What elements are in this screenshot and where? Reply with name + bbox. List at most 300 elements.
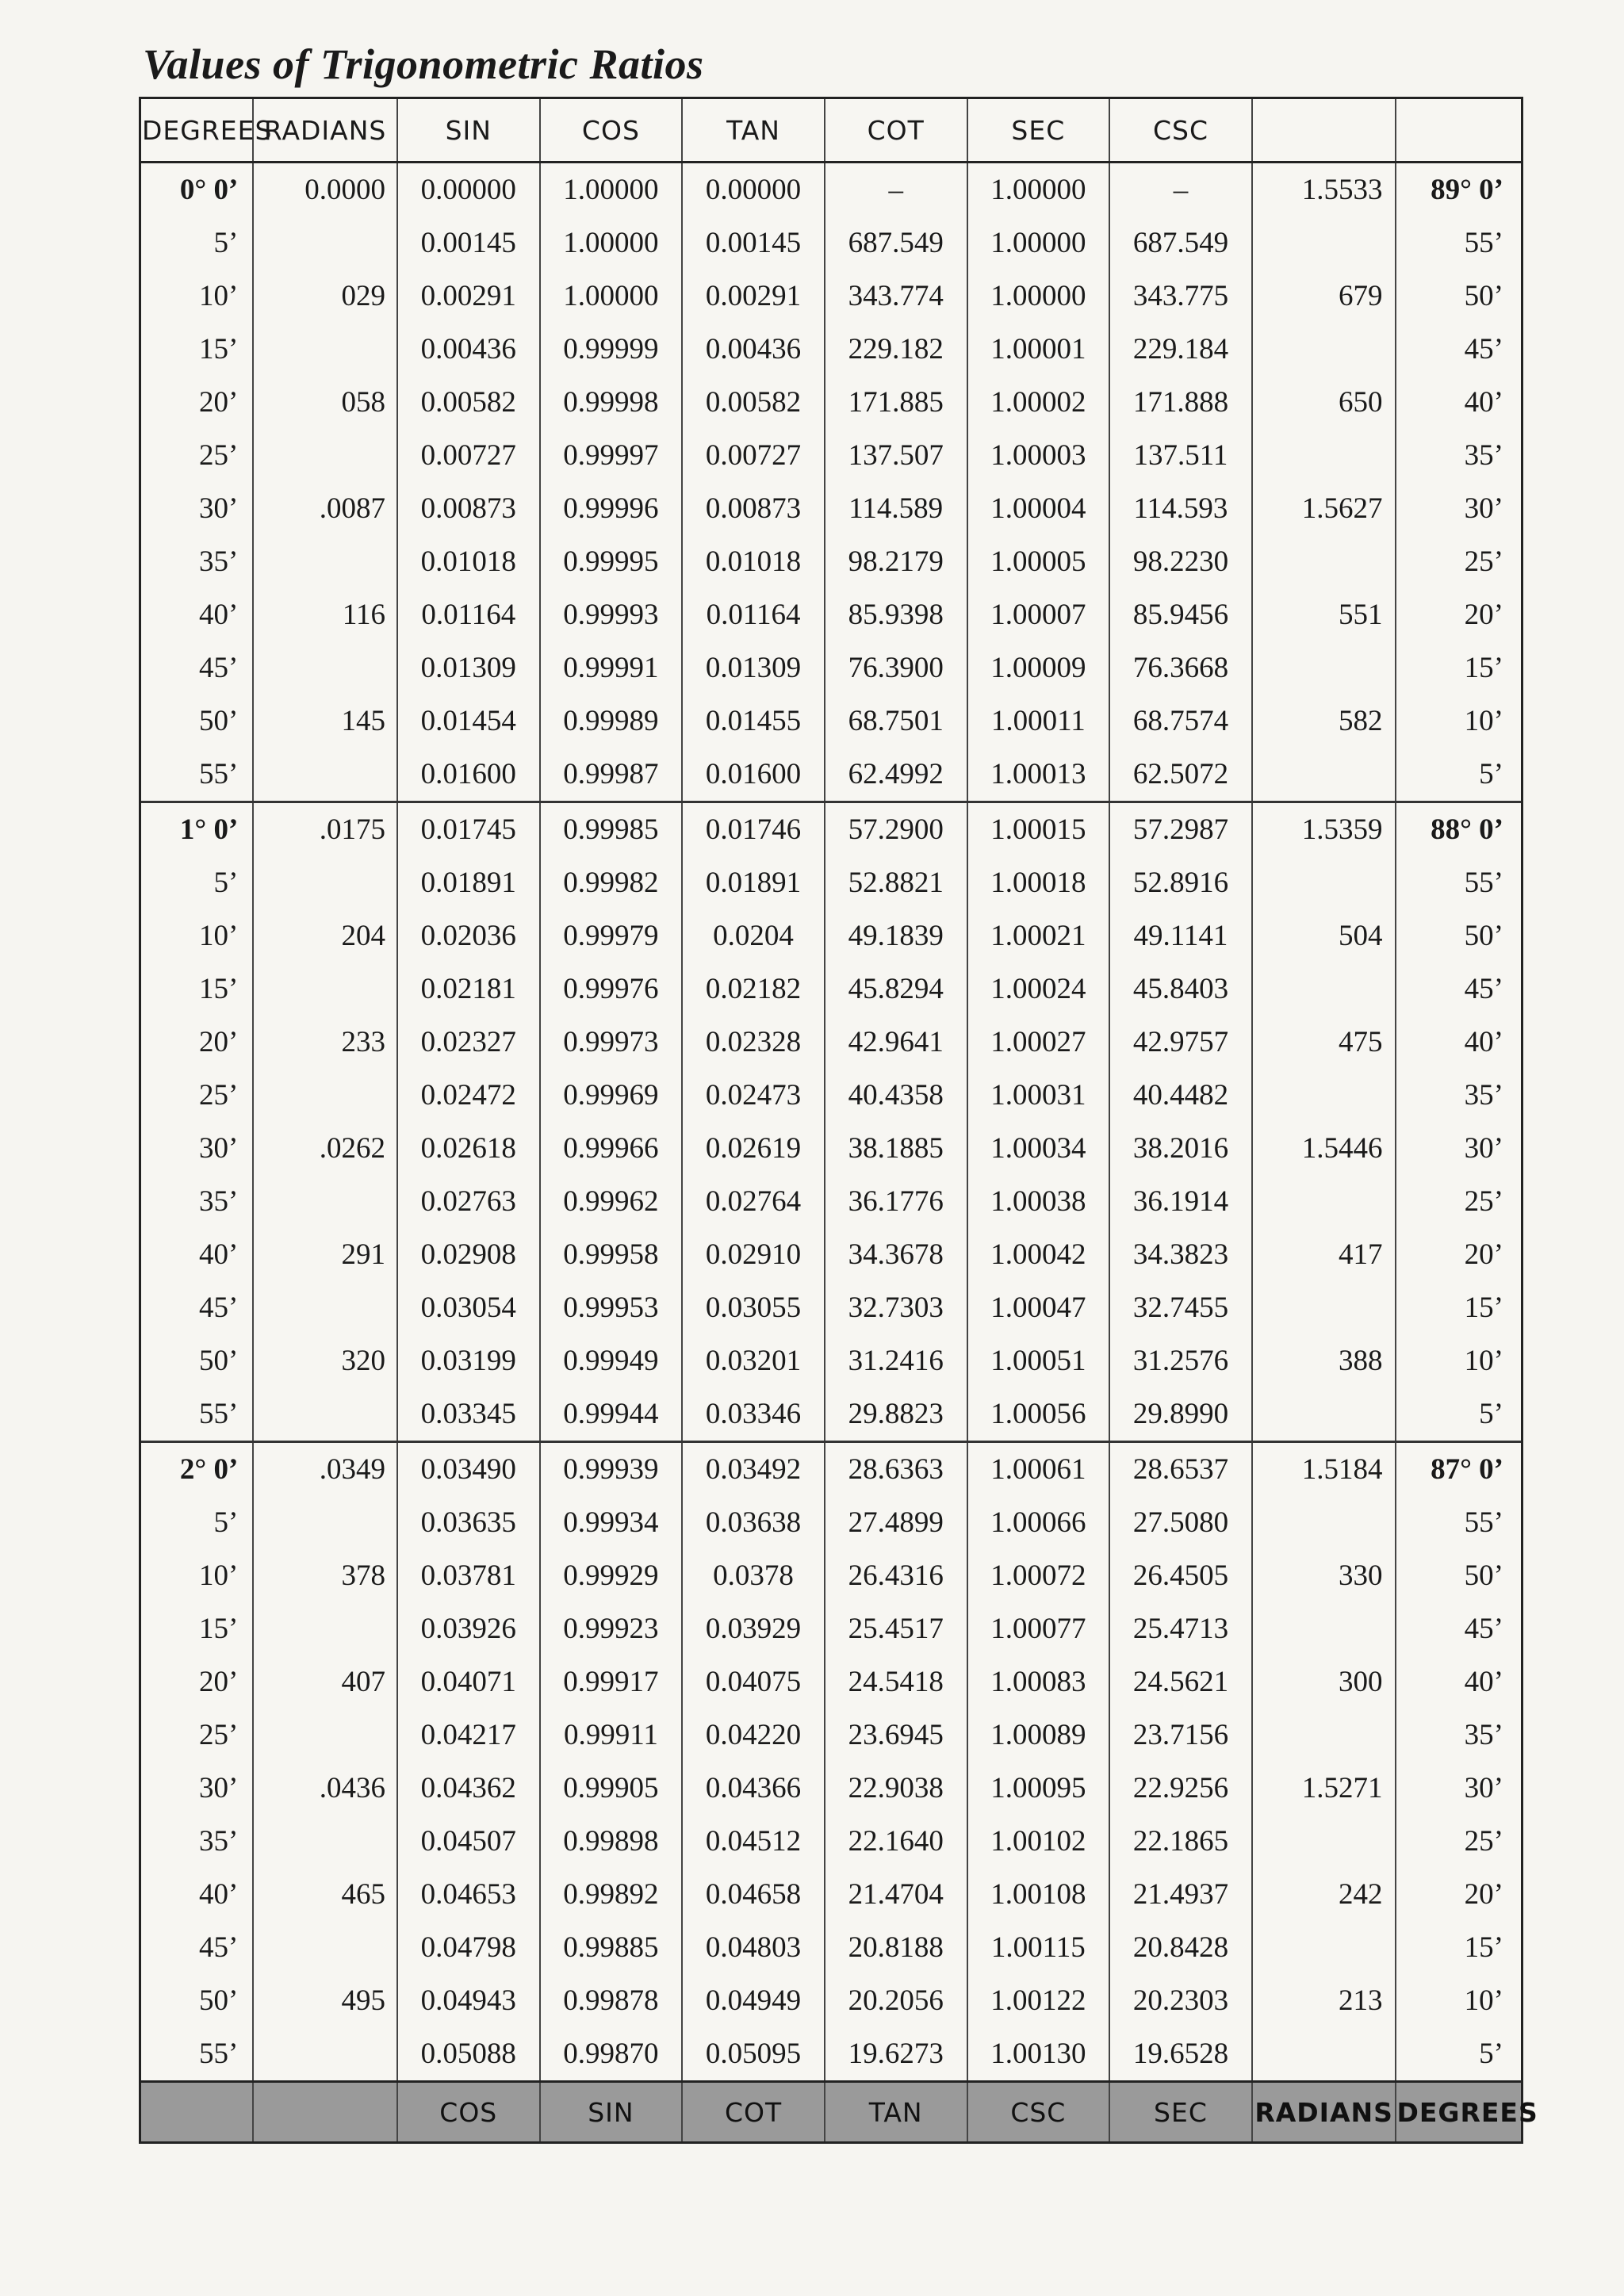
table-row: [141, 1709, 1521, 1762]
cell-rad: [253, 2027, 397, 2082]
cell-sin: 0.03054: [397, 1281, 540, 1334]
cell-sin: 0.02327: [397, 1016, 540, 1069]
cell-sec: 1.00002: [967, 376, 1110, 429]
cell-csc: 25.4713: [1109, 1602, 1252, 1655]
cell-cot: 68.7501: [825, 695, 967, 748]
cell-sec: 1.00003: [967, 429, 1110, 482]
cell-csc: 76.3668: [1109, 641, 1252, 695]
cell-rad: .0349: [253, 1442, 397, 1497]
cell-deg: 25’: [141, 1069, 253, 1122]
cell-rad: [253, 1815, 397, 1868]
cell-rrad: [1252, 1387, 1396, 1442]
cell-deg: 45’: [141, 641, 253, 695]
cell-sin: 0.03345: [397, 1387, 540, 1442]
cell-rrad: [1252, 216, 1396, 270]
cell-tan: 0.0204: [682, 909, 825, 962]
cell-sin: 0.04507: [397, 1815, 540, 1868]
cell-deg: 55’: [141, 1387, 253, 1442]
cell-csc: –: [1109, 163, 1252, 217]
cell-rad: [253, 323, 397, 376]
table-row: [141, 1602, 1521, 1655]
cell-rad: [253, 429, 397, 482]
cell-rrad: 213: [1252, 1974, 1396, 2027]
cell-sec: 1.00009: [967, 641, 1110, 695]
cell-deg: 10’: [141, 1549, 253, 1602]
cell-rad: [253, 1175, 397, 1228]
cell-deg: 10’: [141, 909, 253, 962]
cell-cot: 34.3678: [825, 1228, 967, 1281]
cell-tan: 0.05095: [682, 2027, 825, 2082]
cell-deg: 10’: [141, 270, 253, 323]
cell-cot: 85.9398: [825, 588, 967, 641]
cell-sec: 1.00122: [967, 1974, 1110, 2027]
cell-deg: 55’: [141, 2027, 253, 2082]
cell-tan: 0.01309: [682, 641, 825, 695]
cell-sec: 1.00108: [967, 1868, 1110, 1921]
footer-sin: SIN: [540, 2082, 683, 2142]
cell-cos: 0.99949: [540, 1334, 683, 1387]
cell-rdeg: 88° 0’: [1396, 802, 1521, 857]
table-row: [141, 1974, 1521, 2027]
cell-deg: 35’: [141, 1815, 253, 1868]
cell-cos: 1.00000: [540, 270, 683, 323]
cell-tan: 0.04512: [682, 1815, 825, 1868]
cell-sin: 0.04362: [397, 1762, 540, 1815]
table-row: [141, 1868, 1521, 1921]
cell-rrad: 417: [1252, 1228, 1396, 1281]
cell-cot: 229.182: [825, 323, 967, 376]
cell-sin: 0.04217: [397, 1709, 540, 1762]
cell-csc: 28.6537: [1109, 1442, 1252, 1497]
cell-rdeg: 15’: [1464, 652, 1503, 684]
cell-deg: 40’: [141, 1228, 253, 1281]
cell-rrad: [1252, 962, 1396, 1016]
table-row: [141, 429, 1521, 482]
table-row: [141, 1442, 1521, 1497]
cell-tan: 0.02328: [682, 1016, 825, 1069]
table-row: [141, 216, 1521, 270]
cell-deg: 20’: [141, 1016, 253, 1069]
cell-csc: 21.4937: [1109, 1868, 1252, 1921]
cell-sin: 0.00727: [397, 429, 540, 482]
cell-rad: 058: [253, 376, 397, 429]
cell-sec: 1.00115: [967, 1921, 1110, 1974]
footer-cot: COT: [682, 2082, 825, 2142]
cell-sec: 1.00013: [967, 748, 1110, 802]
cell-deg: 5’: [141, 856, 253, 909]
cell-cos: 0.99917: [540, 1655, 683, 1709]
cell-deg: 30’: [141, 482, 253, 535]
cell-csc: 23.7156: [1109, 1709, 1252, 1762]
cell-rrad: [1252, 2027, 1396, 2082]
cell-rrad: 330: [1252, 1549, 1396, 1602]
cell-deg: 50’: [141, 1974, 253, 2027]
cell-sin: 0.02763: [397, 1175, 540, 1228]
cell-tan: 0.00291: [682, 270, 825, 323]
cell-cot: 36.1776: [825, 1175, 967, 1228]
cell-sec: 1.00024: [967, 962, 1110, 1016]
cell-rad: 320: [253, 1334, 397, 1387]
page-title: Values of Trigonometric Ratios: [143, 40, 704, 88]
table-row: [141, 1016, 1521, 1069]
cell-csc: 26.4505: [1109, 1549, 1252, 1602]
cell-rdeg: 5’: [1479, 2038, 1503, 2070]
cell-rdeg: 87° 0’: [1396, 1442, 1521, 1497]
cell-cos: 0.99923: [540, 1602, 683, 1655]
cell-csc: 24.5621: [1109, 1655, 1252, 1709]
cell-csc: 22.9256: [1109, 1762, 1252, 1815]
header-sin: SIN: [397, 99, 540, 163]
cell-deg: 40’: [141, 588, 253, 641]
cell-rrad: [1252, 1709, 1396, 1762]
cell-cos: 0.99939: [540, 1442, 683, 1497]
cell-cot: 32.7303: [825, 1281, 967, 1334]
footer-cos: COS: [397, 2082, 540, 2142]
cell-cot: 22.9038: [825, 1762, 967, 1815]
cell-deg: 50’: [141, 1334, 253, 1387]
footer-sec: SEC: [1109, 2082, 1252, 2142]
cell-rrad: [1252, 748, 1396, 802]
cell-rrad: 388: [1252, 1334, 1396, 1387]
cell-rdeg: 45’: [1464, 1613, 1503, 1645]
cell-rdeg: 20’: [1464, 1878, 1503, 1911]
cell-deg: 35’: [141, 535, 253, 588]
cell-rdeg: 40’: [1464, 386, 1503, 419]
cell-sin: 0.01018: [397, 535, 540, 588]
cell-rdeg: 50’: [1464, 1559, 1503, 1592]
cell-sin: 0.00145: [397, 216, 540, 270]
cell-deg: 1° 0’: [141, 802, 253, 857]
cell-cot: 98.2179: [825, 535, 967, 588]
cell-tan: 0.03638: [682, 1496, 825, 1549]
cell-tan: 0.01018: [682, 535, 825, 588]
cell-sec: 1.00089: [967, 1709, 1110, 1762]
cell-rrad: 1.5627: [1252, 482, 1396, 535]
cell-rdeg: 15’: [1464, 1931, 1503, 1964]
cell-rdeg: 30’: [1464, 1132, 1503, 1165]
cell-rrad: 300: [1252, 1655, 1396, 1709]
cell-sin: 0.02618: [397, 1122, 540, 1175]
cell-cot: 343.774: [825, 270, 967, 323]
cell-cos: 0.99885: [540, 1921, 683, 1974]
cell-rrad: 1.5271: [1252, 1762, 1396, 1815]
cell-rrad: [1252, 1815, 1396, 1868]
cell-rad: [253, 856, 397, 909]
cell-tan: 0.04949: [682, 1974, 825, 2027]
cell-rrad: [1252, 1921, 1396, 1974]
cell-rdeg: 55’: [1464, 227, 1503, 259]
footer-csc: CSC: [967, 2082, 1110, 2142]
cell-tan: 0.0378: [682, 1549, 825, 1602]
cell-rad: 0.0000: [253, 163, 397, 217]
cell-rad: 465: [253, 1868, 397, 1921]
cell-cos: 0.99905: [540, 1762, 683, 1815]
cell-rad: [253, 1602, 397, 1655]
cell-rad: 116: [253, 588, 397, 641]
cell-sec: 1.00130: [967, 2027, 1110, 2082]
cell-csc: 114.593: [1109, 482, 1252, 535]
cell-deg: 15’: [141, 323, 253, 376]
cell-cos: 0.99870: [540, 2027, 683, 2082]
cell-cot: 29.8823: [825, 1387, 967, 1442]
cell-rrad: [1252, 1496, 1396, 1549]
cell-deg: 25’: [141, 1709, 253, 1762]
cell-sin: 0.04943: [397, 1974, 540, 2027]
cell-tan: 0.01164: [682, 588, 825, 641]
cell-cot: 19.6273: [825, 2027, 967, 2082]
cell-tan: 0.01455: [682, 695, 825, 748]
cell-tan: 0.04803: [682, 1921, 825, 1974]
cell-rad: 378: [253, 1549, 397, 1602]
table-row: [141, 1334, 1521, 1387]
cell-sec: 1.00011: [967, 695, 1110, 748]
cell-csc: 98.2230: [1109, 535, 1252, 588]
cell-sin: 0.01600: [397, 748, 540, 802]
cell-rad: [253, 962, 397, 1016]
cell-csc: 19.6528: [1109, 2027, 1252, 2082]
table-row: [141, 962, 1521, 1016]
cell-deg: 50’: [141, 695, 253, 748]
cell-rad: [253, 1069, 397, 1122]
cell-rdeg: 35’: [1464, 1719, 1503, 1751]
cell-cos: 0.99999: [540, 323, 683, 376]
cell-tan: 0.04658: [682, 1868, 825, 1921]
cell-tan: 0.04220: [682, 1709, 825, 1762]
table-row: [141, 1496, 1521, 1549]
cell-rdeg: 10’: [1464, 1984, 1503, 2017]
cell-rdeg: 55’: [1464, 1506, 1503, 1539]
cell-tan: 0.00727: [682, 429, 825, 482]
cell-rrad: 650: [1252, 376, 1396, 429]
cell-rdeg: 10’: [1464, 1345, 1503, 1377]
cell-cot: 137.507: [825, 429, 967, 482]
cell-deg: 55’: [141, 748, 253, 802]
table-row: [141, 748, 1521, 802]
cell-sec: 1.00056: [967, 1387, 1110, 1442]
cell-sin: 0.00582: [397, 376, 540, 429]
cell-sec: 1.00001: [967, 323, 1110, 376]
cell-cos: 0.99979: [540, 909, 683, 962]
cell-cot: 25.4517: [825, 1602, 967, 1655]
table-row: [141, 1549, 1521, 1602]
cell-cos: 0.99998: [540, 376, 683, 429]
cell-sec: 1.00005: [967, 535, 1110, 588]
cell-rrad: 1.5359: [1252, 802, 1396, 857]
cell-csc: 49.1141: [1109, 909, 1252, 962]
cell-csc: 38.2016: [1109, 1122, 1252, 1175]
cell-rad: 407: [253, 1655, 397, 1709]
cell-cot: 24.5418: [825, 1655, 967, 1709]
table-row: [141, 2027, 1521, 2082]
cell-sec: 1.00051: [967, 1334, 1110, 1387]
cell-cos: 0.99996: [540, 482, 683, 535]
cell-rdeg: 25’: [1464, 1185, 1503, 1218]
cell-cot: 45.8294: [825, 962, 967, 1016]
cell-cos: 0.99892: [540, 1868, 683, 1921]
cell-csc: 85.9456: [1109, 588, 1252, 641]
cell-deg: 15’: [141, 962, 253, 1016]
cell-rrad: 504: [1252, 909, 1396, 962]
cell-cos: 1.00000: [540, 163, 683, 217]
footer-blank-1: [141, 2082, 253, 2142]
trig-table: [141, 99, 1538, 2141]
cell-rad: [253, 1387, 397, 1442]
cell-csc: 40.4482: [1109, 1069, 1252, 1122]
table-row: [141, 482, 1521, 535]
cell-rad: [253, 535, 397, 588]
table-row: [141, 323, 1521, 376]
cell-sec: 1.00021: [967, 909, 1110, 962]
cell-deg: 35’: [141, 1175, 253, 1228]
cell-cos: 0.99976: [540, 962, 683, 1016]
cell-cos: 0.99995: [540, 535, 683, 588]
cell-sin: 0.01745: [397, 802, 540, 857]
cell-rad: 029: [253, 270, 397, 323]
cell-rdeg: 25’: [1464, 1825, 1503, 1858]
cell-sin: 0.03781: [397, 1549, 540, 1602]
cell-sin: 0.01309: [397, 641, 540, 695]
cell-sin: 0.02181: [397, 962, 540, 1016]
cell-rad: [253, 1921, 397, 1974]
cell-tan: 0.04075: [682, 1655, 825, 1709]
cell-rdeg: 50’: [1464, 280, 1503, 312]
header-tan: TAN: [682, 99, 825, 163]
cell-csc: 137.511: [1109, 429, 1252, 482]
cell-cos: 0.99966: [540, 1122, 683, 1175]
header-radians: RADIANS: [253, 99, 397, 163]
cell-tan: 0.00436: [682, 323, 825, 376]
cell-csc: 22.1865: [1109, 1815, 1252, 1868]
cell-sin: 0.05088: [397, 2027, 540, 2082]
cell-rrad: [1252, 1175, 1396, 1228]
cell-tan: 0.03929: [682, 1602, 825, 1655]
header-cos: COS: [540, 99, 683, 163]
cell-cos: 1.00000: [540, 216, 683, 270]
cell-deg: 15’: [141, 1602, 253, 1655]
cell-cot: 52.8821: [825, 856, 967, 909]
cell-rdeg: 89° 0’: [1431, 174, 1503, 206]
header-cot: COT: [825, 99, 967, 163]
cell-cos: 0.99991: [540, 641, 683, 695]
cell-rrad: 551: [1252, 588, 1396, 641]
cell-sec: 1.00000: [967, 216, 1110, 270]
cell-csc: 229.184: [1109, 323, 1252, 376]
cell-rrad: 475: [1252, 1016, 1396, 1069]
cell-tan: 0.03346: [682, 1387, 825, 1442]
cell-sec: 1.00018: [967, 856, 1110, 909]
footer-row: [141, 2082, 1521, 2142]
cell-cot: 38.1885: [825, 1122, 967, 1175]
header-degrees: DEGREES: [141, 99, 253, 163]
footer-blank-2: [253, 2082, 397, 2142]
cell-tan: 0.03492: [682, 1442, 825, 1497]
cell-rdeg: 55’: [1464, 867, 1503, 899]
cell-csc: 171.888: [1109, 376, 1252, 429]
cell-rad: [253, 1281, 397, 1334]
cell-cot: 76.3900: [825, 641, 967, 695]
cell-rrad: 582: [1252, 695, 1396, 748]
cell-csc: 52.8916: [1109, 856, 1252, 909]
cell-sin: 0.00000: [397, 163, 540, 217]
cell-sin: 0.04798: [397, 1921, 540, 1974]
cell-rdeg: 30’: [1464, 492, 1503, 525]
cell-cos: 0.99944: [540, 1387, 683, 1442]
cell-sec: 1.00004: [967, 482, 1110, 535]
table-row: [141, 1175, 1521, 1228]
cell-csc: 42.9757: [1109, 1016, 1252, 1069]
cell-tan: 0.01891: [682, 856, 825, 909]
cell-rrad: 242: [1252, 1868, 1396, 1921]
cell-cot: 23.6945: [825, 1709, 967, 1762]
cell-cot: 20.2056: [825, 1974, 967, 2027]
cell-sec: 1.00031: [967, 1069, 1110, 1122]
cell-rdeg: 35’: [1464, 439, 1503, 472]
cell-cot: 62.4992: [825, 748, 967, 802]
cell-sec: 1.00027: [967, 1016, 1110, 1069]
table-row: [141, 1762, 1521, 1815]
cell-rrad: [1252, 429, 1396, 482]
footer-degrees: DEGREES: [1396, 2082, 1521, 2142]
cell-rad: [253, 641, 397, 695]
cell-tan: 0.01600: [682, 748, 825, 802]
cell-csc: 27.5080: [1109, 1496, 1252, 1549]
cell-cos: 0.99987: [540, 748, 683, 802]
table-row: [141, 1387, 1521, 1442]
cell-cos: 0.99898: [540, 1815, 683, 1868]
cell-sin: 0.02908: [397, 1228, 540, 1281]
cell-tan: 0.03055: [682, 1281, 825, 1334]
cell-deg: 5’: [141, 1496, 253, 1549]
cell-csc: 36.1914: [1109, 1175, 1252, 1228]
cell-cos: 0.99962: [540, 1175, 683, 1228]
table-row: [141, 1122, 1521, 1175]
cell-rad: .0262: [253, 1122, 397, 1175]
header-sec: SEC: [967, 99, 1110, 163]
cell-cot: 40.4358: [825, 1069, 967, 1122]
cell-cot: 22.1640: [825, 1815, 967, 1868]
table-row: [141, 163, 1521, 217]
cell-tan: 0.01746: [682, 802, 825, 857]
table-row: [141, 1228, 1521, 1281]
cell-sec: 1.00042: [967, 1228, 1110, 1281]
cell-rrad: 1.5533: [1252, 163, 1396, 217]
cell-rad: [253, 748, 397, 802]
cell-cot: 20.8188: [825, 1921, 967, 1974]
cell-sin: 0.03490: [397, 1442, 540, 1497]
cell-rdeg: 45’: [1464, 973, 1503, 1005]
cell-deg: 0° 0’: [141, 163, 253, 217]
cell-sin: 0.02036: [397, 909, 540, 962]
table-body: [141, 163, 1521, 2082]
cell-csc: 57.2987: [1109, 802, 1252, 857]
cell-rrad: [1252, 1602, 1396, 1655]
cell-sec: 1.00077: [967, 1602, 1110, 1655]
cell-tan: 0.00873: [682, 482, 825, 535]
table-row: [141, 641, 1521, 695]
cell-csc: 20.8428: [1109, 1921, 1252, 1974]
cell-tan: 0.02764: [682, 1175, 825, 1228]
cell-sin: 0.03199: [397, 1334, 540, 1387]
cell-deg: 40’: [141, 1868, 253, 1921]
cell-sin: 0.00873: [397, 482, 540, 535]
cell-tan: 0.02473: [682, 1069, 825, 1122]
cell-rrad: [1252, 641, 1396, 695]
cell-cot: 42.9641: [825, 1016, 967, 1069]
cell-cot: 31.2416: [825, 1334, 967, 1387]
cell-cos: 0.99911: [540, 1709, 683, 1762]
cell-rrad: 1.5184: [1252, 1442, 1396, 1497]
cell-sec: 1.00000: [967, 163, 1110, 217]
